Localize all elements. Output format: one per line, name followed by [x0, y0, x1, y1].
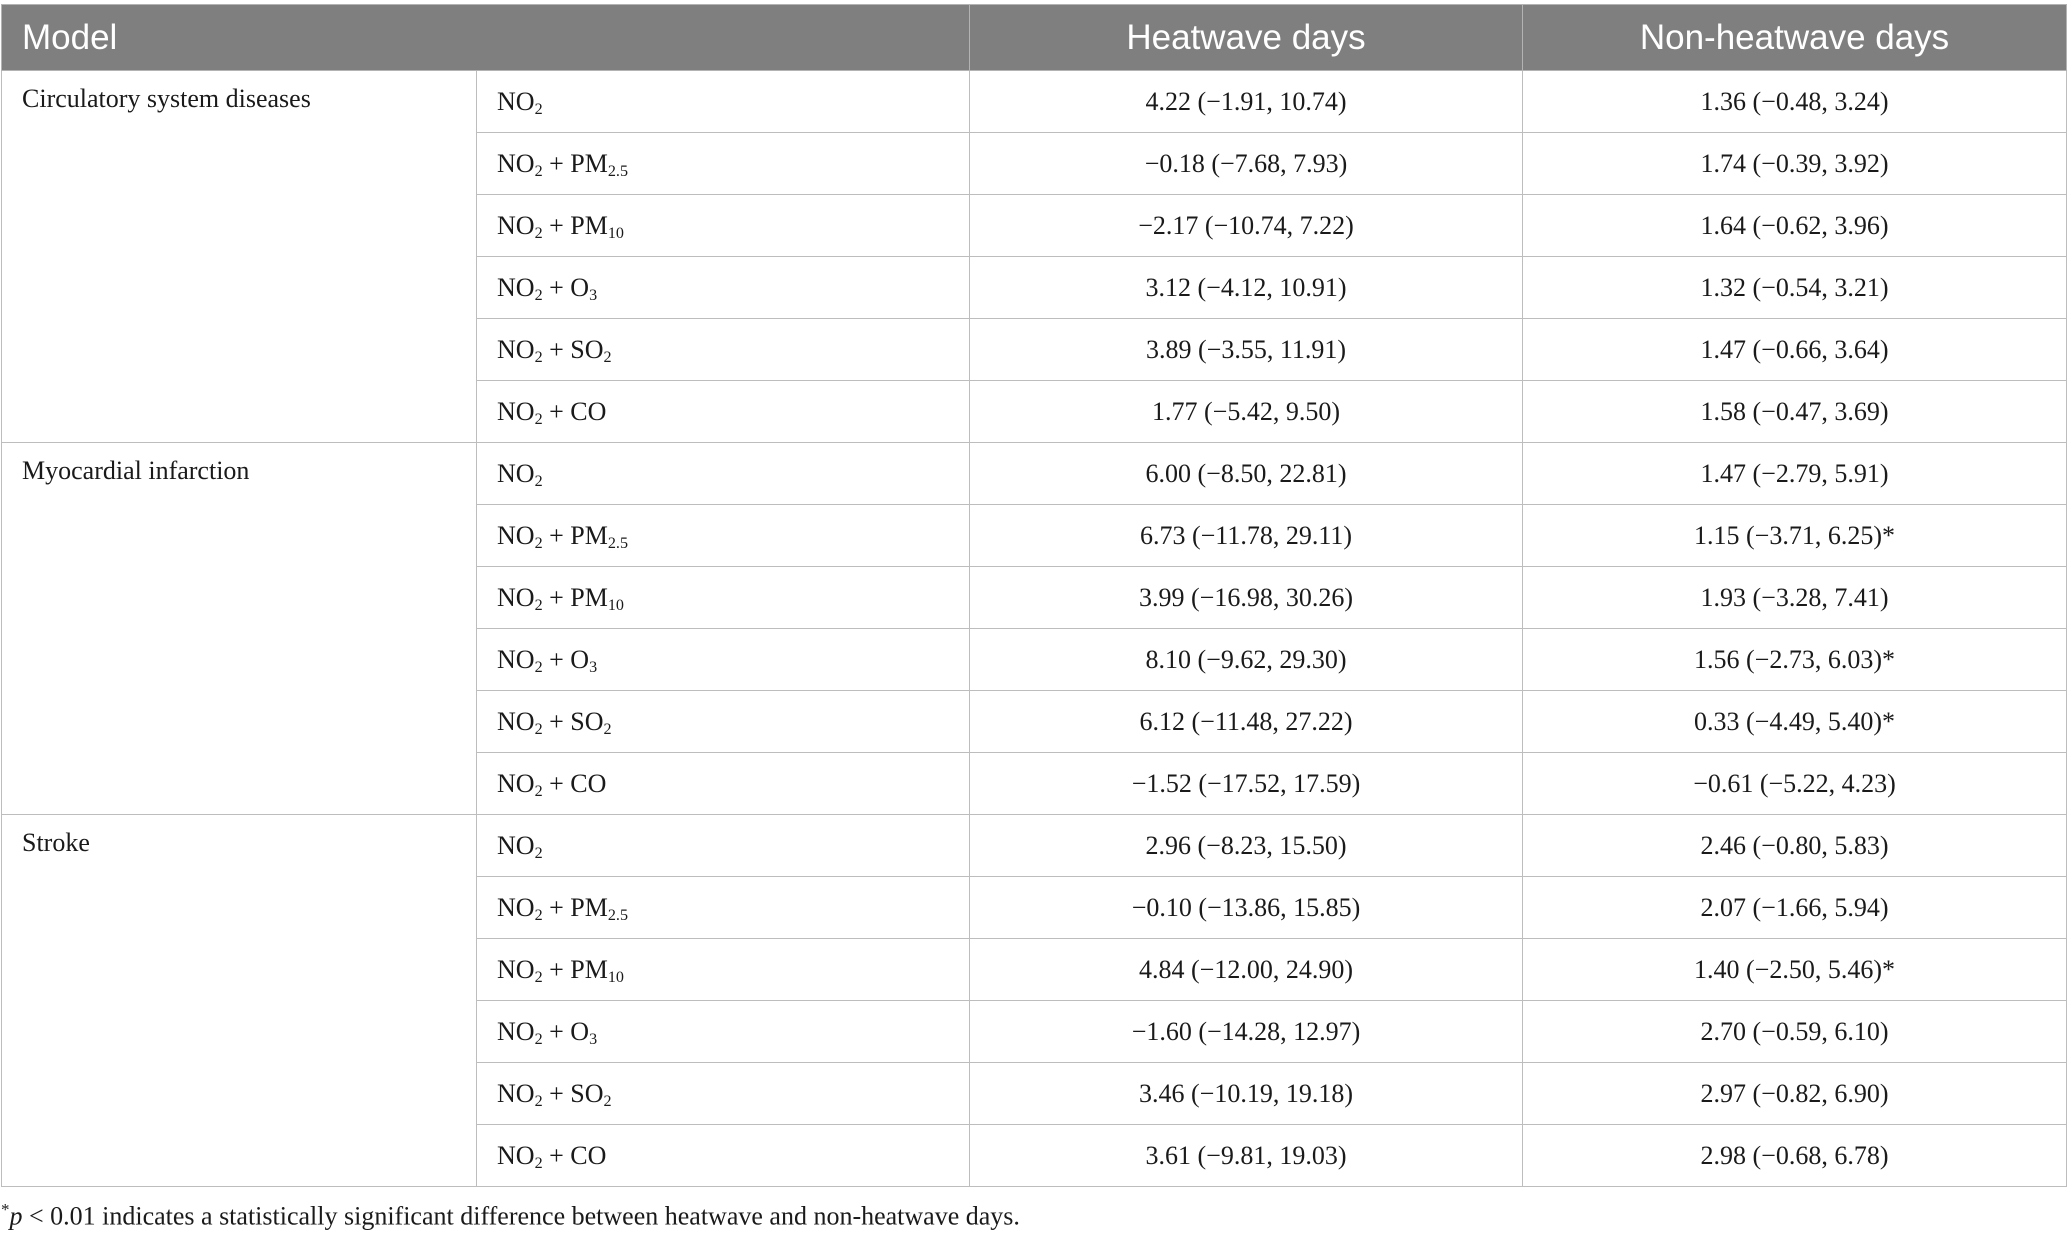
model-cell [477, 381, 970, 443]
heatwave-value: 4.22 (−1.91, 10.74) [970, 71, 1523, 133]
non-heatwave-value: 1.58 (−0.47, 3.69) [1523, 381, 2067, 443]
formula-part: NO [497, 396, 535, 426]
model-formula [497, 707, 612, 736]
formula-part: NO [497, 644, 535, 674]
heatwave-value: −1.60 (−14.28, 12.97) [970, 1001, 1523, 1063]
formula-subscript: 2 [534, 720, 543, 738]
model-cell [477, 567, 970, 629]
formula-part: + PM [542, 954, 608, 984]
footnote-star: * [1, 1200, 10, 1219]
formula-subscript: 2 [603, 720, 612, 738]
table-footnote [1, 1200, 1020, 1232]
non-heatwave-value: −0.61 (−5.22, 4.23) [1523, 753, 2067, 815]
header-heatwave-days: Heatwave days [970, 5, 1523, 71]
formula-part: NO [497, 706, 535, 736]
heatwave-value: 4.84 (−12.00, 24.90) [970, 939, 1523, 1001]
heatwave-value: −2.17 (−10.74, 7.22) [970, 195, 1523, 257]
formula-subscript: 2 [534, 1154, 543, 1172]
non-heatwave-value: 1.56 (−2.73, 6.03)* [1523, 629, 2067, 691]
formula-part: NO [497, 768, 535, 798]
table-row [2, 443, 2067, 505]
model-formula [497, 1141, 606, 1170]
model-cell [477, 691, 970, 753]
footnote-text: < 0.01 indicates a statistically significant difference between heatwave and non-heatwave days. [22, 1201, 1020, 1231]
model-cell [477, 629, 970, 691]
formula-part: NO [497, 1016, 535, 1046]
non-heatwave-value: 1.40 (−2.50, 5.46)* [1523, 939, 2067, 1001]
table-header [2, 5, 2067, 71]
model-cell [477, 319, 970, 381]
model-formula [497, 583, 624, 612]
formula-subscript: 2 [603, 1092, 612, 1110]
model-cell [477, 133, 970, 195]
formula-part: + O [542, 644, 590, 674]
heatwave-value: 3.12 (−4.12, 10.91) [970, 257, 1523, 319]
model-cell [477, 195, 970, 257]
results-table [1, 4, 2067, 1187]
non-heatwave-value: 1.64 (−0.62, 3.96) [1523, 195, 2067, 257]
formula-subscript: 2 [534, 162, 543, 180]
model-cell [477, 877, 970, 939]
formula-part: NO [497, 954, 535, 984]
model-formula [497, 831, 543, 860]
formula-part: NO [497, 582, 535, 612]
formula-subscript: 2 [534, 348, 543, 366]
formula-subscript: 2 [534, 286, 543, 304]
formula-part: + PM [542, 148, 608, 178]
formula-part: + PM [542, 582, 608, 612]
model-formula [497, 1079, 612, 1108]
non-heatwave-value: 1.93 (−3.28, 7.41) [1523, 567, 2067, 629]
heatwave-value: 8.10 (−9.62, 29.30) [970, 629, 1523, 691]
formula-part: + SO [542, 706, 604, 736]
model-cell [477, 939, 970, 1001]
formula-part: + O [542, 272, 590, 302]
non-heatwave-value: 2.46 (−0.80, 5.83) [1523, 815, 2067, 877]
model-cell [477, 1063, 970, 1125]
formula-part: + CO [542, 396, 607, 426]
formula-subscript: 2 [534, 968, 543, 986]
formula-subscript: 2 [534, 472, 543, 490]
heatwave-value: 3.99 (−16.98, 30.26) [970, 567, 1523, 629]
formula-part: NO [497, 520, 535, 550]
table-row [2, 815, 2067, 877]
header-model: Model [2, 5, 970, 71]
formula-subscript: 2 [534, 906, 543, 924]
group-label: Stroke [2, 815, 477, 1187]
formula-part: + PM [542, 892, 608, 922]
model-formula [497, 1017, 597, 1046]
model-formula [497, 211, 624, 240]
non-heatwave-value: 1.36 (−0.48, 3.24) [1523, 71, 2067, 133]
table-body [2, 71, 2067, 1187]
formula-part: NO [497, 86, 535, 116]
heatwave-value: 1.77 (−5.42, 9.50) [970, 381, 1523, 443]
heatwave-value: −0.18 (−7.68, 7.93) [970, 133, 1523, 195]
formula-part: + SO [542, 334, 604, 364]
non-heatwave-value: 0.33 (−4.49, 5.40)* [1523, 691, 2067, 753]
model-formula [497, 87, 543, 116]
formula-subscript: 2.5 [607, 162, 629, 180]
model-formula [497, 459, 543, 488]
model-formula [497, 273, 597, 302]
header-row [2, 5, 2067, 71]
formula-part: NO [497, 210, 535, 240]
formula-subscript: 2 [534, 782, 543, 800]
formula-subscript: 2 [534, 596, 543, 614]
group-label: Circulatory system diseases [2, 71, 477, 443]
table-row [2, 71, 2067, 133]
model-cell [477, 71, 970, 133]
model-formula [497, 521, 628, 550]
formula-subscript: 2 [534, 100, 543, 118]
model-formula [497, 769, 606, 798]
formula-subscript: 3 [589, 286, 598, 304]
non-heatwave-value: 2.97 (−0.82, 6.90) [1523, 1063, 2067, 1125]
model-formula [497, 955, 624, 984]
formula-subscript: 10 [607, 224, 624, 242]
formula-part: + CO [542, 1140, 607, 1170]
formula-part: NO [497, 458, 535, 488]
formula-subscript: 3 [589, 658, 598, 676]
footnote-p: p [9, 1201, 23, 1231]
non-heatwave-value: 2.70 (−0.59, 6.10) [1523, 1001, 2067, 1063]
formula-subscript: 2 [534, 1030, 543, 1048]
model-cell [477, 257, 970, 319]
formula-subscript: 2 [534, 410, 543, 428]
formula-part: NO [497, 272, 535, 302]
heatwave-value: 2.96 (−8.23, 15.50) [970, 815, 1523, 877]
heatwave-value: 6.12 (−11.48, 27.22) [970, 691, 1523, 753]
formula-part: NO [497, 892, 535, 922]
heatwave-value: 3.61 (−9.81, 19.03) [970, 1125, 1523, 1187]
formula-part: + SO [542, 1078, 604, 1108]
formula-subscript: 2 [534, 224, 543, 242]
formula-subscript: 10 [607, 596, 624, 614]
model-cell [477, 1125, 970, 1187]
group-label: Myocardial infarction [2, 443, 477, 815]
model-cell [477, 753, 970, 815]
non-heatwave-value: 1.47 (−0.66, 3.64) [1523, 319, 2067, 381]
formula-subscript: 3 [589, 1030, 598, 1048]
formula-part: NO [497, 1078, 535, 1108]
formula-subscript: 2.5 [607, 534, 629, 552]
heatwave-value: 6.73 (−11.78, 29.11) [970, 505, 1523, 567]
non-heatwave-value: 1.15 (−3.71, 6.25)* [1523, 505, 2067, 567]
model-formula [497, 149, 628, 178]
formula-subscript: 2 [603, 348, 612, 366]
non-heatwave-value: 1.74 (−0.39, 3.92) [1523, 133, 2067, 195]
model-cell [477, 505, 970, 567]
non-heatwave-value: 2.98 (−0.68, 6.78) [1523, 1125, 2067, 1187]
formula-part: NO [497, 148, 535, 178]
formula-part: NO [497, 334, 535, 364]
header-non-heatwave-days: Non-heatwave days [1523, 5, 2067, 71]
model-cell [477, 815, 970, 877]
model-formula [497, 893, 628, 922]
formula-part: + O [542, 1016, 590, 1046]
formula-part: + PM [542, 210, 608, 240]
model-formula [497, 397, 606, 426]
model-formula [497, 335, 612, 364]
formula-part: + CO [542, 768, 607, 798]
heatwave-value: −1.52 (−17.52, 17.59) [970, 753, 1523, 815]
formula-part: NO [497, 1140, 535, 1170]
heatwave-value: 3.46 (−10.19, 19.18) [970, 1063, 1523, 1125]
model-formula [497, 645, 597, 674]
formula-subscript: 2 [534, 534, 543, 552]
heatwave-value: 6.00 (−8.50, 22.81) [970, 443, 1523, 505]
non-heatwave-value: 1.47 (−2.79, 5.91) [1523, 443, 2067, 505]
formula-subscript: 2 [534, 1092, 543, 1110]
model-cell [477, 1001, 970, 1063]
formula-subscript: 10 [607, 968, 624, 986]
formula-subscript: 2 [534, 658, 543, 676]
formula-part: + PM [542, 520, 608, 550]
formula-subscript: 2.5 [607, 906, 629, 924]
formula-part: NO [497, 830, 535, 860]
non-heatwave-value: 1.32 (−0.54, 3.21) [1523, 257, 2067, 319]
formula-subscript: 2 [534, 844, 543, 862]
non-heatwave-value: 2.07 (−1.66, 5.94) [1523, 877, 2067, 939]
heatwave-value: 3.89 (−3.55, 11.91) [970, 319, 1523, 381]
heatwave-value: −0.10 (−13.86, 15.85) [970, 877, 1523, 939]
model-cell [477, 443, 970, 505]
